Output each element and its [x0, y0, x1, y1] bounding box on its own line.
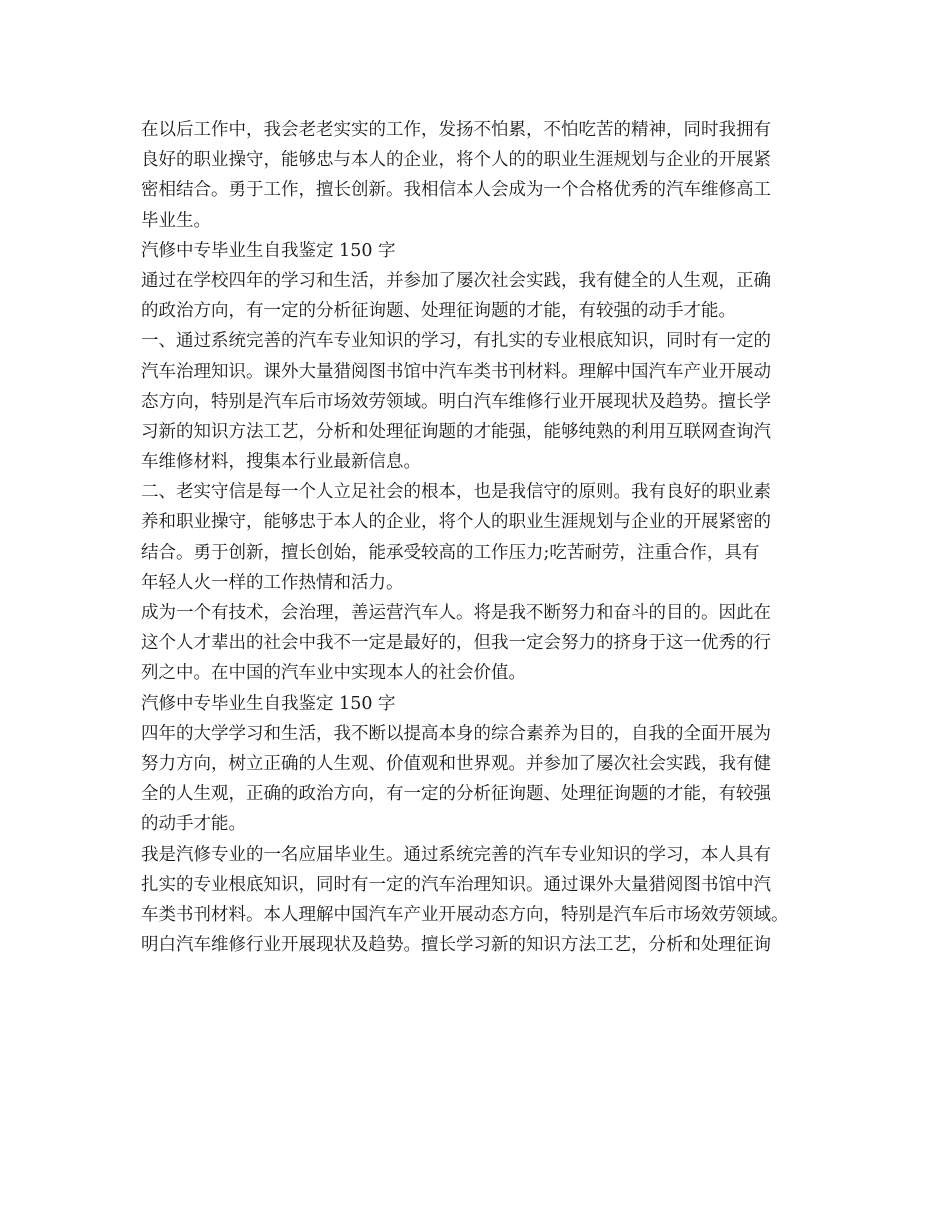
text-line: 通过在学校四年的学习和生活，并参加了屡次社会实践，我有健全的人生观，正确	[141, 270, 771, 291]
text-line: 二、老实守信是每一个人立足社会的根本，也是我信守的原则。我有良好的职业素	[141, 482, 771, 503]
text-line: 车类书刊材料。本人理解中国汽车产业开展动态方向，特别是汽车后市场效劳领域。	[141, 904, 789, 925]
document-body	[141, 115, 831, 960]
text-line: 扎实的专业根底知识，同时有一定的汽车治理知识。通过课外大量猎阅图书馆中汽	[141, 874, 771, 895]
text-line: 全的人生观，正确的政治方向，有一定的分析征询题、处理征询题的才能，有较强	[141, 784, 771, 805]
text-line: 养和职业操守，能够忠于本人的企业，将个人的职业生涯规划与企业的开展紧密的	[141, 512, 771, 533]
text-line: 的政治方向，有一定的分析征询题、处理征询题的才能，有较强的动手才能。	[141, 301, 736, 322]
text-line: 结合。勇于创新，擅长创始，能承受较高的工作压力;吃苦耐劳，注重合作，具有	[141, 542, 760, 563]
text-line: 明白汽车维修行业开展现状及趋势。擅长学习新的知识方法工艺，分析和处理征询	[141, 935, 771, 956]
text-line: 密相结合。勇于工作，擅长创新。我相信本人会成为一个合格优秀的汽车维修高工	[141, 180, 771, 201]
text-line: 车维修材料，搜集本行业最新信息。	[141, 452, 421, 473]
text-line: 列之中。在中国的汽车业中实现本人的社会价值。	[141, 663, 526, 684]
text-line: 态方向，特别是汽车后市场效劳领域。明白汽车维修行业开展现状及趋势。擅长学	[141, 391, 771, 412]
text-line: 毕业生。	[141, 210, 211, 231]
section-heading: 汽修中专毕业生自我鉴定 150 字	[141, 693, 396, 714]
text-line: 年轻人火一样的工作热情和活力。	[141, 572, 404, 593]
text-line: 这个人才辈出的社会中我不一定是最好的，但我一定会努力的挤身于这一优秀的行	[141, 633, 771, 654]
text-line: 汽车治理知识。课外大量猎阅图书馆中汽车类书刊材料。理解中国汽车产业开展动	[141, 361, 771, 382]
text-line: 在以后工作中，我会老老实实的工作，发扬不怕累，不怕吃苦的精神，同时我拥有	[141, 120, 771, 140]
text-line: 我是汽修专业的一名应届毕业生。通过系统完善的汽车专业知识的学习，本人具有	[141, 844, 771, 865]
text-line: 成为一个有技术，会治理，善运营汽车人。将是我不断努力和奋斗的目的。因此在	[141, 603, 771, 623]
text-line: 四年的大学学习和生活，我不断以提高本身的综合素养为目的，自我的全面开展为	[141, 723, 771, 744]
text-line: 一、通过系统完善的汽车专业知识的学习，有扎实的专业根底知识，同时有一定的	[141, 331, 771, 352]
text-line: 良好的职业操守，能够忠与本人的企业，将个人的的职业生涯规划与企业的开展紧	[141, 150, 771, 171]
text-line: 努力方向，树立正确的人生观、价值观和世界观。并参加了屡次社会实践，我有健	[141, 753, 771, 774]
text-line: 习新的知识方法工艺，分析和处理征询题的才能强，能够纯熟的利用互联网查询汽	[141, 421, 771, 442]
section-heading: 汽修中专毕业生自我鉴定 150 字	[141, 240, 396, 261]
text-line: 的动手才能。	[141, 814, 246, 835]
